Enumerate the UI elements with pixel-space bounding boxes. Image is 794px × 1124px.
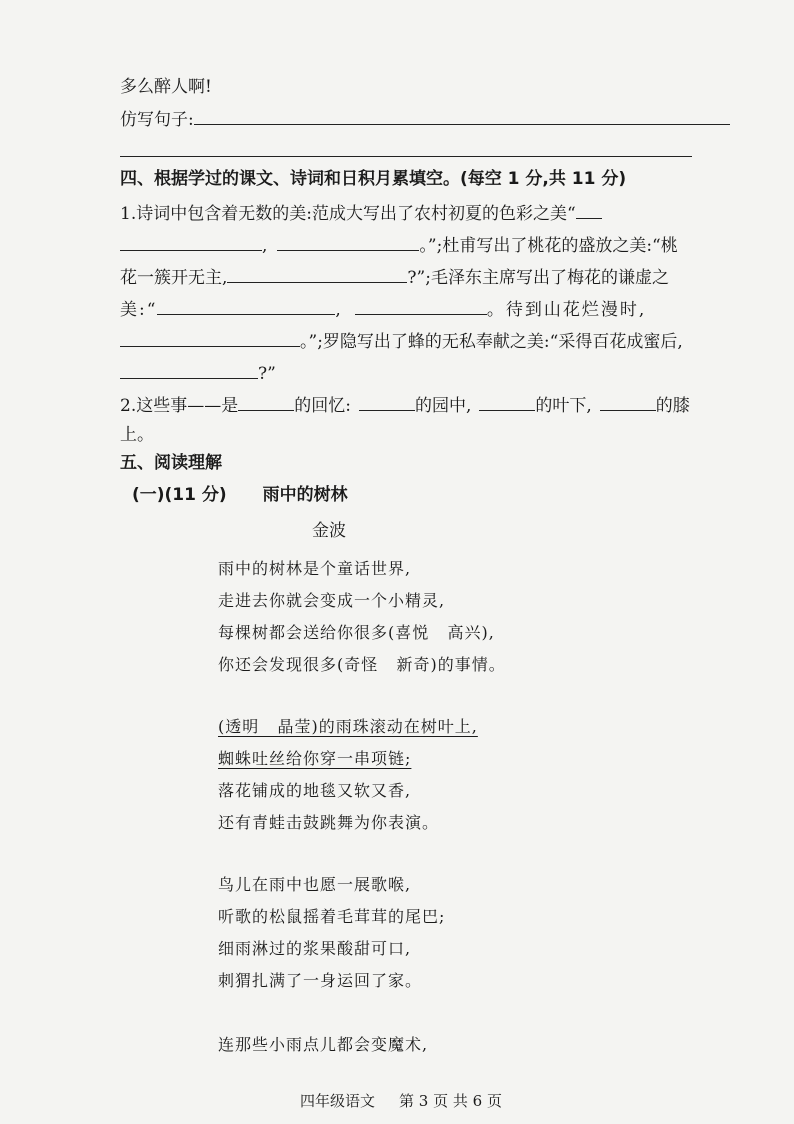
q1-text-2b: 。”;杜甫写出了桃花的盛放之美:“桃 — [419, 236, 678, 256]
poem-line-7: 落花铺成的地毯又软又香, — [218, 781, 412, 800]
poem-line-1: 雨中的树林是个童话世界, — [218, 559, 412, 578]
q1-text-5a: 。”;罗隐写出了蜂的无私奉献之美:“采得百花成蜜后, — [300, 332, 683, 352]
q1-text-6a: ?” — [258, 364, 276, 384]
q1-text-3b: ?”;毛泽东主席写出了梅花的谦虚之 — [407, 268, 669, 288]
q2-blank-3[interactable] — [479, 394, 535, 411]
q2-blank-1[interactable] — [238, 394, 294, 411]
q2-text-d: 的叶下, — [535, 396, 592, 416]
q1-line-6 — [120, 362, 276, 385]
imitation-line — [120, 108, 730, 131]
q1-line-3 — [120, 266, 669, 289]
poem-line-8: 还有青蛙击鼓跳舞为你表演。 — [218, 813, 440, 832]
q1-line-5 — [120, 330, 683, 353]
q1-text-4a: 美:“ — [120, 300, 158, 320]
poem-line-2: 走进去你就会变成一个小精灵, — [218, 591, 446, 610]
q1-blank-6[interactable] — [355, 298, 487, 315]
poem-line-5: (透明 晶莹)的雨珠滚动在树叶上, — [218, 717, 478, 736]
poem-line-12: 刺猬扎满了一身运回了家。 — [218, 971, 423, 990]
q1-blank-1[interactable] — [576, 202, 602, 219]
poem-author: 金波 — [312, 521, 346, 541]
reading-header — [132, 484, 348, 506]
q1-line-2 — [120, 234, 678, 257]
q1-text-4b: , — [335, 300, 343, 320]
q1-blank-3[interactable] — [277, 234, 419, 251]
q1-blank-7[interactable] — [120, 330, 300, 347]
q2-text-e: 的膝 — [655, 396, 690, 416]
page-footer — [300, 1090, 526, 1111]
poem-line-13: 连那些小雨点儿都会变魔术, — [218, 1035, 429, 1054]
q2-blank-4[interactable] — [600, 394, 656, 411]
poem-line-3: 每棵树都会送给你很多(喜悦 高兴), — [218, 623, 495, 642]
q1-text-3a: 花一簇开无主, — [120, 268, 228, 288]
section5-title: 五、阅读理解 — [120, 453, 222, 473]
q2-line-1 — [120, 394, 690, 417]
q1-blank-4[interactable] — [227, 266, 407, 283]
poem-line-6: 蜘蛛吐丝给你穿一串项链; — [218, 749, 412, 768]
imitation-blank-1[interactable] — [194, 108, 730, 125]
q2-text-c: 的园中, — [414, 396, 472, 416]
q1-blank-5[interactable] — [157, 298, 335, 315]
q1-line-4 — [120, 298, 646, 321]
top-line-1: 多么醉人啊! — [120, 77, 212, 97]
q1-blank-8[interactable] — [120, 362, 258, 379]
poem-line-4: 你还会发现很多(奇怪 新奇)的事情。 — [218, 655, 506, 674]
imitation-line-2 — [120, 140, 692, 163]
q1-line-1 — [120, 202, 602, 225]
q2-text-a: 2.这些事——是 — [120, 396, 239, 416]
footer-subject: 四年级语文 — [300, 1092, 376, 1110]
poem-line-9: 鸟儿在雨中也愿一展歌喉, — [218, 875, 412, 894]
q1-text-4c: 。待到山花烂漫时, — [486, 300, 647, 320]
imitation-blank-2[interactable] — [120, 140, 692, 157]
reading-subtitle: (一)(11 分) — [132, 485, 227, 505]
poem-title: 雨中的树林 — [262, 485, 348, 505]
q1-text-2a: , — [262, 236, 268, 256]
q2-blank-2[interactable] — [359, 394, 415, 411]
q2-line-2: 上。 — [120, 425, 154, 445]
poem-line-10: 听歌的松鼠摇着毛茸茸的尾巴; — [218, 907, 446, 926]
imitation-label: 仿写句子: — [120, 110, 194, 130]
q1-text-1: 1.诗词中包含着无数的美:范成大写出了农村初夏的色彩之美“ — [120, 204, 576, 224]
section4-title: 四、根据学过的课文、诗词和日积月累填空。(每空 1 分,共 11 分) — [120, 169, 627, 189]
footer-page-number: 第 3 页 共 6 页 — [399, 1092, 502, 1110]
q1-blank-2[interactable] — [120, 234, 262, 251]
poem-line-11: 细雨淋过的浆果酸甜可口, — [218, 939, 412, 958]
q2-text-b: 的回忆: — [294, 396, 351, 416]
